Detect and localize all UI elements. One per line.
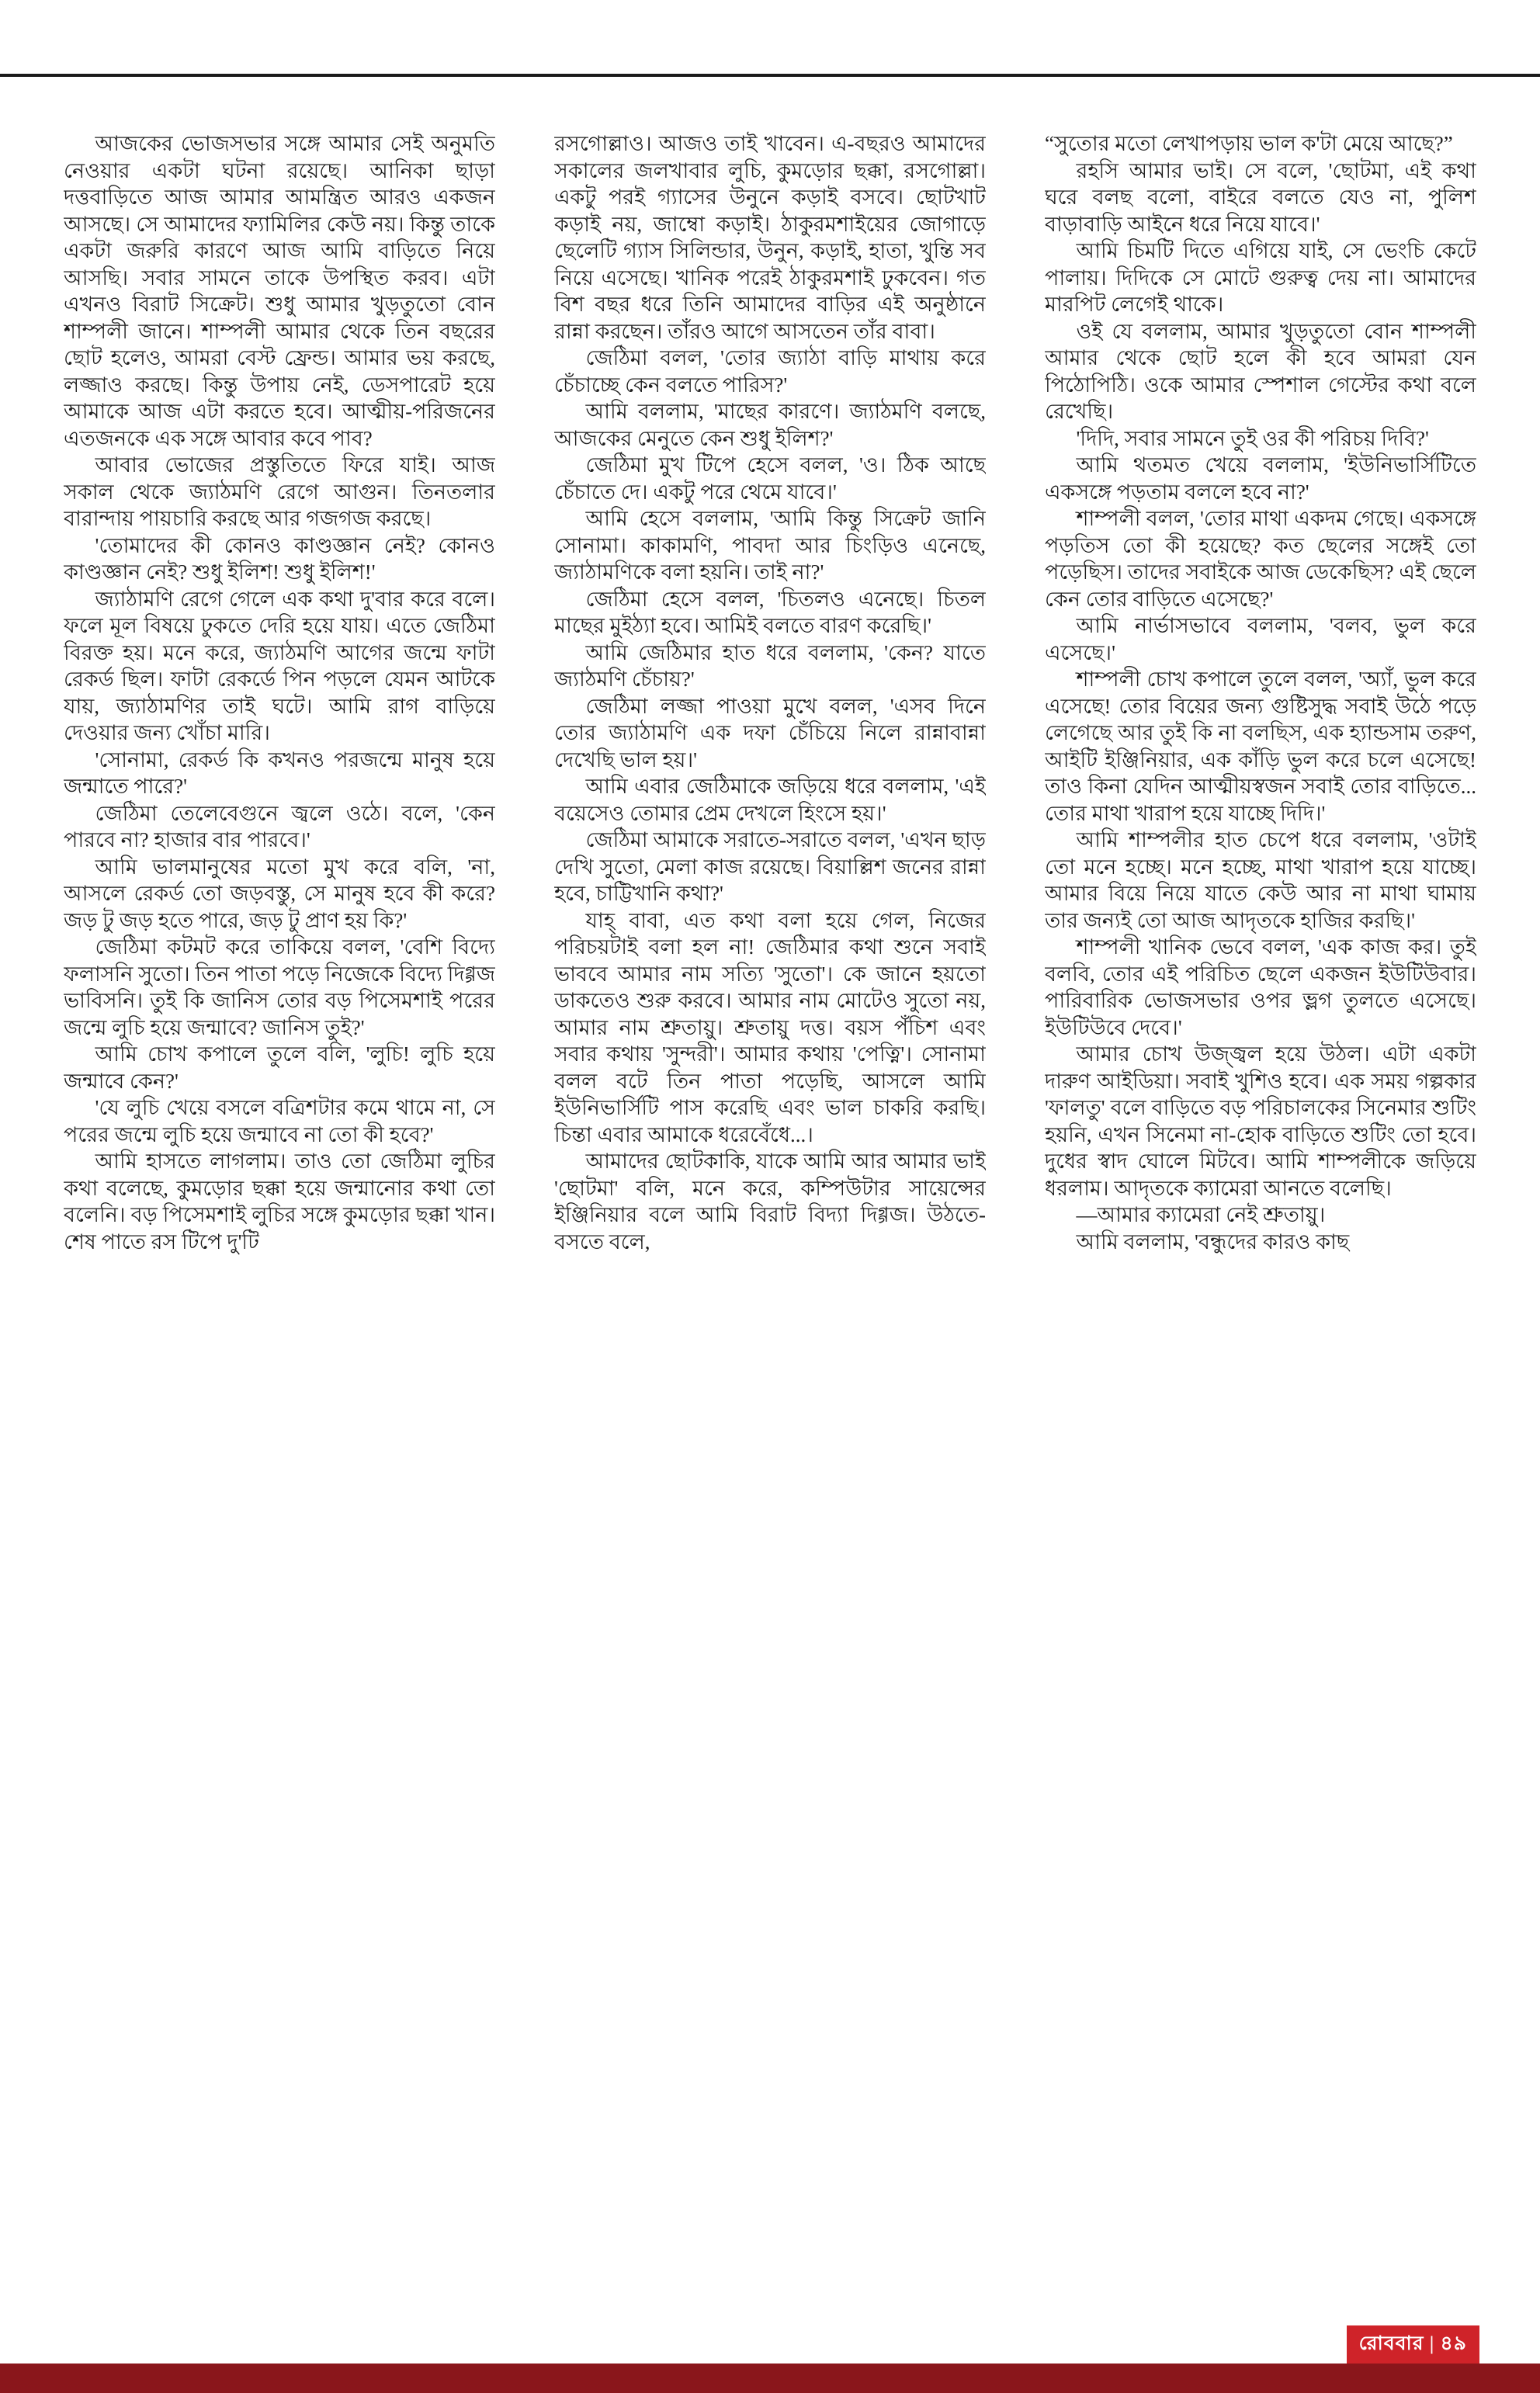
paragraph: —আমার ক্যামেরা নেই শ্রুতায়ু। xyxy=(1076,1203,1326,1226)
top-rule xyxy=(0,74,1540,77)
paragraph: আমি নার্ভাসভাবে বললাম, 'বলব, ভুল করে এসেছে।' xyxy=(1045,614,1476,664)
paragraph: আমি ভালমানুষের মতো মুখ করে বলি, 'না, আসলে রেকর্ড তো জড়বস্তু, সে মানুষ হবে কী করে? জড় টু জড় হতে পারে, জড় টু প্রাণ হয় কি?' xyxy=(64,855,495,932)
paragraph: আমি হেসে বললাম, 'আমি কিন্তু সিক্রেট জানি সোনামা। কাকামণি, পাবদা আর চিংড়িও এনেছে, জ্যাঠামণিকে বলা হয়নি। তাই না?' xyxy=(554,507,986,584)
paragraph: আবার ভোজের প্রস্তুতিতে ফিরে যাই। আজ সকাল থেকে জ্যাঠমণি রেগে আগুন। তিনতলার বারান্দায় পায়চারি করছে আর গজগজ করছে। xyxy=(64,453,495,530)
paragraph: আমি চোখ কপালে তুলে বলি, 'লুচি! লুচি হয়ে জন্মাবে কেন?' xyxy=(64,1042,495,1093)
paragraph: ওই যে বললাম, আমার খুড়তুতো বোন শাম্পলী আমার থেকে ছোট হলে কী হবে আমরা যেন পিঠোপিঠি। ওকে আমার স্পেশাল গেস্টের কথা বলে রেখেছি। xyxy=(1045,319,1476,423)
paragraph: আজকের ভোজসভার সঙ্গে আমার সেই অনুমতি নেওয়ার একটা ঘটনা রয়েছে। আনিকা ছাড়া দত্তবাড়িতে আজ আমার আমন্ত্রিত আরও একজন আসছে। সে আমাদের ফ্যামিলির কেউ নয়। কিন্তু তাকে একটা জরুরি কারণে আজ আমি বাড়িতে নিয়ে আসছি। সবার সামনে তাকে উপস্থিত করব। এটা এখনও বিরাট সিক্রেট। শুধু আমার খুড়তুতো বোন শাম্পলী জানে। শাম্পলী আমার থেকে তিন বছরের ছোট হলেও, আমরা বেস্ট ফ্রেন্ড। আমার ভয় করছে, লজ্জাও করছে। কিন্তু উপায় নেই, ডেসপারেট হয়ে আমাকে আজ এটা করতে হবে। আত্মীয়-পরিজনের এতজনকে এক সঙ্গে আবার কবে পাব? xyxy=(64,132,495,450)
paragraph: শাম্পলী খানিক ভেবে বলল, 'এক কাজ কর। তুই বলবি, তোর এই পরিচিত ছেলে একজন ইউটিউবার। পারিবারিক ভোজসভার ওপর ভ্লগ তুলতে এসেছে। ইউটিউবে দেবে।' xyxy=(1045,935,1476,1039)
paragraph: জেঠিমা মুখ টিপে হেসে বলল, 'ও। ঠিক আছে চেঁচাতে দে। একটু পরে থেমে যাবে।' xyxy=(554,453,986,504)
paragraph: রহসি আমার ভাই। সে বলে, 'ছোটমা, এই কথা ঘরে বলছ বলো, বাইরে বলতে যেও না, পুলিশ বাড়াবাড়ি আইনে ধরে নিয়ে যাবে।' xyxy=(1045,158,1476,236)
paragraph: জেঠিমা হেসে বলল, 'চিতলও এনেছে। চিতল মাছের মুইঠ্যা হবে। আমিই বলতে বারণ করেছি।' xyxy=(554,587,986,637)
paragraph: আমি এবার জেঠিমাকে জড়িয়ে ধরে বললাম, 'এই বয়েসেও তোমার প্রেম দেখলে হিংসে হয়।' xyxy=(554,775,986,825)
paragraph: 'তোমাদের কী কোনও কাণ্ডজ্ঞান নেই? কোনও কাণ্ডজ্ঞান নেই? শুধু ইলিশ! শুধু ইলিশ!' xyxy=(64,533,495,584)
paragraph: জ্যাঠামণি রেগে গেলে এক কথা দু'বার করে বলে। ফলে মূল বিষয়ে ঢুকতে দেরি হয়ে যায়। এতে জেঠিমা বিরক্ত হয়। মনে করে, জ্যাঠমণি আগের জন্মে ফাটা রেকর্ড ছিল। ফাটা রেকর্ডে পিন পড়লে যেমন আটকে যায়, জ্যাঠামণির তাই ঘটে। আমি রাগ বাড়িয়ে দেওয়ার জন্য খোঁচা মারি। xyxy=(64,587,495,744)
paragraph: আমাদের ছোটকাকি, যাকে আমি আর আমার ভাই 'ছোটমা' বলি, মনে করে, কম্পিউটার সায়েন্সের ইঞ্জিনিয়ার বলে আমি বিরাট বিদ্যা দিগ্গজ। উঠতে-বসতে বলে, xyxy=(554,1150,986,1254)
text-column-3 xyxy=(1045,130,1476,2292)
paragraph: আমি জেঠিমার হাত ধরে বললাম, 'কেন? যাতে জ্যাঠমণি চেঁচায়?' xyxy=(554,640,986,691)
text-column-2 xyxy=(554,130,986,2292)
paragraph: আমি বললাম, 'মাছের কারণে। জ্যাঠমণি বলছে, আজকের মেনুতে কেন শুধু ইলিশ?' xyxy=(554,400,986,450)
paragraph: আমি শাম্পলীর হাত চেপে ধরে বললাম, 'ওটাই তো মনে হচ্ছে। মনে হচ্ছে, মাথা খারাপ হয়ে যাচ্ছে। আমার বিয়ে নিয়ে যাতে কেউ আর না মাথা ঘামায় তার জন্যই তো আজ আদৃতকে হাজির করছি।' xyxy=(1045,828,1476,932)
paragraph: জেঠিমা তেলেবেগুনে জ্বলে ওঠে। বলে, 'কেন পারবে না? হাজার বার পারবে।' xyxy=(64,801,495,851)
paragraph: জেঠিমা বলল, 'তোর জ্যাঠা বাড়ি মাথায় করে চেঁচাচ্ছে কেন বলতে পারিস?' xyxy=(554,346,986,397)
paragraph: 'যে লুচি খেয়ে বসলে বত্রিশটার কমে থামে না, সে পরের জন্মে লুচি হয়ে জন্মাবে না তো কী হবে?' xyxy=(64,1096,495,1146)
paragraph: শাম্পলী বলল, 'তোর মাথা একদম গেছে। একসঙ্গে পড়তিস তো কী হয়েছে? কত ছেলের সঙ্গেই তো পড়েছিস। তাদের সবাইকে আজ ডেকেছিস? এই ছেলে কেন তোর বাড়িতে এসেছে?' xyxy=(1045,507,1476,611)
paragraph: আমি চিমটি দিতে এগিয়ে যাই, সে ভেংচি কেটে পালায়। দিদিকে সে মোটে গুরুত্ব দেয় না। আমাদের মারপিট লেগেই থাকে। xyxy=(1045,239,1476,316)
paragraph: 'সোনামা, রেকর্ড কি কখনও পরজন্মে মানুষ হয়ে জন্মাতে পারে?' xyxy=(64,747,495,798)
paragraph: জেঠিমা লজ্জা পাওয়া মুখে বলল, 'এসব দিনে তোর জ্যাঠামণি এক দফা চেঁচিয়ে নিলে রান্নাবান্না দেখেছি ভাল হয়।' xyxy=(554,694,986,772)
paragraph: যাহ্‌ বাবা, এত কথা বলা হয়ে গেল, নিজের পরিচয়টাই বলা হল না! জেঠিমার কথা শুনে সবাই ভাববে আমার নাম সত্যি 'সুতো'। কে জানে হয়তো ডাকতেও শুরু করবে। আমার নাম মোটেও সুতো নয়, আমার নাম শ্রুতায়ু। শ্রুতায়ু দত্ত। বয়স পঁচিশ এবং সবার কথায় 'সুন্দরী'। আমার কথায় 'পেত্নি'। সোনামা বলল বটে তিন পাতা পড়েছি, আসলে আমি ইউনিভার্সিটি পাস করেছি এবং ভাল চাকরি করছি। চিন্তা এবার আমাকে ধরেবেঁধে...। xyxy=(554,908,986,1146)
paragraph: শাম্পলী চোখ কপালে তুলে বলল, 'অ্যাঁ, ভুল করে এসেছে! তোর বিয়ের জন্য গুষ্টিসুদ্ধ সবাই উঠে পড়ে লেগেছে আর তুই কি না বলছিস, এক হ্যান্ডসাম তরুণ, আইটি ইঞ্জিনিয়ার, এক কাঁড়ি ভুল করে চলে এসেছে! তাও কিনা যেদিন আত্মীয়স্বজন সবাই তোর বাড়িতে... তোর মাথা খারাপ হয়ে যাচ্ছে দিদি।' xyxy=(1045,668,1476,825)
paragraph: রসগোল্লাও। আজও তাই খাবেন। এ-বছরও আমাদের সকালের জলখাবার লুচি, কুমড়োর ছক্কা, রসগোল্লা। একটু পরই গ্যাসের উনুনে কড়াই বসবে। ছোটখাট কড়াই নয়, জাম্বো কড়াই। ঠাকুরমশাইয়ের জোগাড়ে ছেলেটি গ্যাস সিলিন্ডার, উনুন, কড়াই, হাতা, খুন্তি সব নিয়ে এসেছে। খানিক পরেই ঠাকুরমশাই ঢুকবেন। গত বিশ বছর ধরে তিনি আমাদের বাড়ির এই অনুষ্ঠানে রান্না করছেন। তাঁরও আগে আসতেন তাঁর বাবা। xyxy=(554,132,986,343)
paragraph: আমি হাসতে লাগলাম। তাও তো জেঠিমা লুচির কথা বলেছে, কুমড়োর ছক্কা হয়ে জন্মানোর কথা তো বলেনি। বড় পিসেমশাই লুচির সঙ্গে কুমড়োর ছক্কা খান। শেষ পাতে রস টিপে দু'টি xyxy=(64,1150,495,1254)
text-column-1 xyxy=(64,130,495,2292)
paragraph: 'দিদি, সবার সামনে তুই ওর কী পরিচয় দিবি?' xyxy=(1076,426,1429,450)
article-body xyxy=(64,130,1476,2292)
paragraph: আমি থতমত খেয়ে বললাম, 'ইউনিভার্সিটিতে একসঙ্গে পড়তাম বললে হবে না?' xyxy=(1045,453,1476,504)
paragraph: আমার চোখ উজ্জ্বল হয়ে উঠল। এটা একটা দারুণ আইডিয়া। সবাই খুশিও হবে। এক সময় গল্পকার 'ফালতু' বলে বাড়িতে বড় পরিচালকের সিনেমার শুটিং হয়নি, এখন সিনেমা না-হোক বাড়িতে শুটিং তো হবে। দুধের স্বাদ ঘোলে মিটবে। আমি শাম্পলীকে জড়িয়ে ধরলাম। আদৃতকে ক্যামেরা আনতে বলেছি। xyxy=(1045,1042,1476,1200)
footer-section-page-label: রোববার | ৪৯ xyxy=(1347,2325,1479,2364)
paragraph: “সুতোর মতো লেখাপড়ায় ভাল ক'টা মেয়ে আছে?” xyxy=(1045,132,1453,155)
footer-strip xyxy=(0,2364,1540,2393)
paragraph: আমি বললাম, 'বন্ধুদের কারও কাছ xyxy=(1076,1229,1350,1254)
paragraph: জেঠিমা আমাকে সরাতে-সরাতে বলল, 'এখন ছাড় দেখি সুতো, মেলা কাজ রয়েছে। বিয়াল্লিশ জনের রান্না হবে, চাট্টিখানি কথা?' xyxy=(554,828,986,905)
paragraph: জেঠিমা কটমট করে তাকিয়ে বলল, 'বেশি বিদ্যে ফলাসনি সুতো। তিন পাতা পড়ে নিজেকে বিদ্যে দিগ্গজ ভাবিসনি। তুই কি জানিস তোর বড় পিসেমশাই পরের জন্মে লুচি হয়ে জন্মাবে? জানিস তুই?' xyxy=(64,935,495,1039)
